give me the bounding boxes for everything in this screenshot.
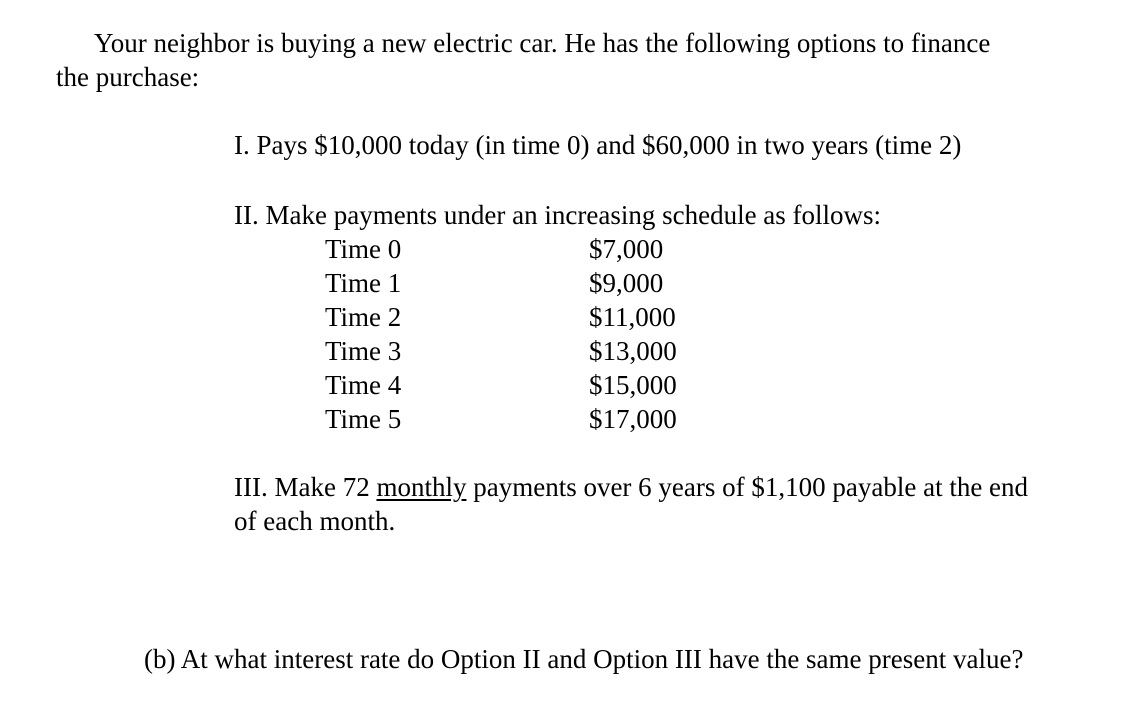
schedule-time: Time 3 (325, 336, 402, 366)
schedule-time: Time 0 (325, 234, 402, 264)
schedule-row (325, 300, 677, 334)
intro-line-2: the purchase: (56, 62, 200, 92)
option-three-line1-rest: payments over 6 years of $1,100 payable at the end (466, 472, 1029, 502)
option-two-heading: II. Make payments under an increasing schedule as follows: (234, 200, 882, 230)
schedule-amount: $11,000 (589, 302, 676, 332)
schedule-row (325, 368, 677, 402)
option-three-text (234, 470, 1134, 538)
schedule-time: Time 2 (325, 302, 402, 332)
schedule-time: Time 4 (325, 370, 402, 400)
schedule-row (325, 334, 677, 368)
question-b: (b) At what interest rate do Option II and Option III have the same present value? (144, 644, 1024, 674)
option-one-text: I. Pays $10,000 today (in time 0) and $60,000 in two years (time 2) (234, 130, 962, 160)
schedule-amount: $17,000 (589, 404, 677, 434)
schedule-row (325, 232, 677, 266)
schedule-row (325, 402, 677, 436)
schedule-row (325, 266, 677, 300)
schedule-amount: $15,000 (589, 370, 677, 400)
schedule-time: Time 1 (325, 268, 402, 298)
intro-paragraph (56, 26, 1116, 94)
schedule-amount: $7,000 (589, 234, 664, 264)
schedule-amount: $9,000 (589, 268, 664, 298)
option-three-underlined: monthly (376, 472, 467, 502)
schedule-time: Time 5 (325, 404, 402, 434)
option-three-line2: of each month. (234, 506, 396, 536)
schedule-amount: $13,000 (589, 336, 677, 366)
option-three-prefix: III. Make 72 (234, 472, 377, 502)
intro-line-1: Your neighbor is buying a new electric car. He has the following options to finance (94, 28, 991, 58)
payment-schedule (325, 232, 677, 436)
